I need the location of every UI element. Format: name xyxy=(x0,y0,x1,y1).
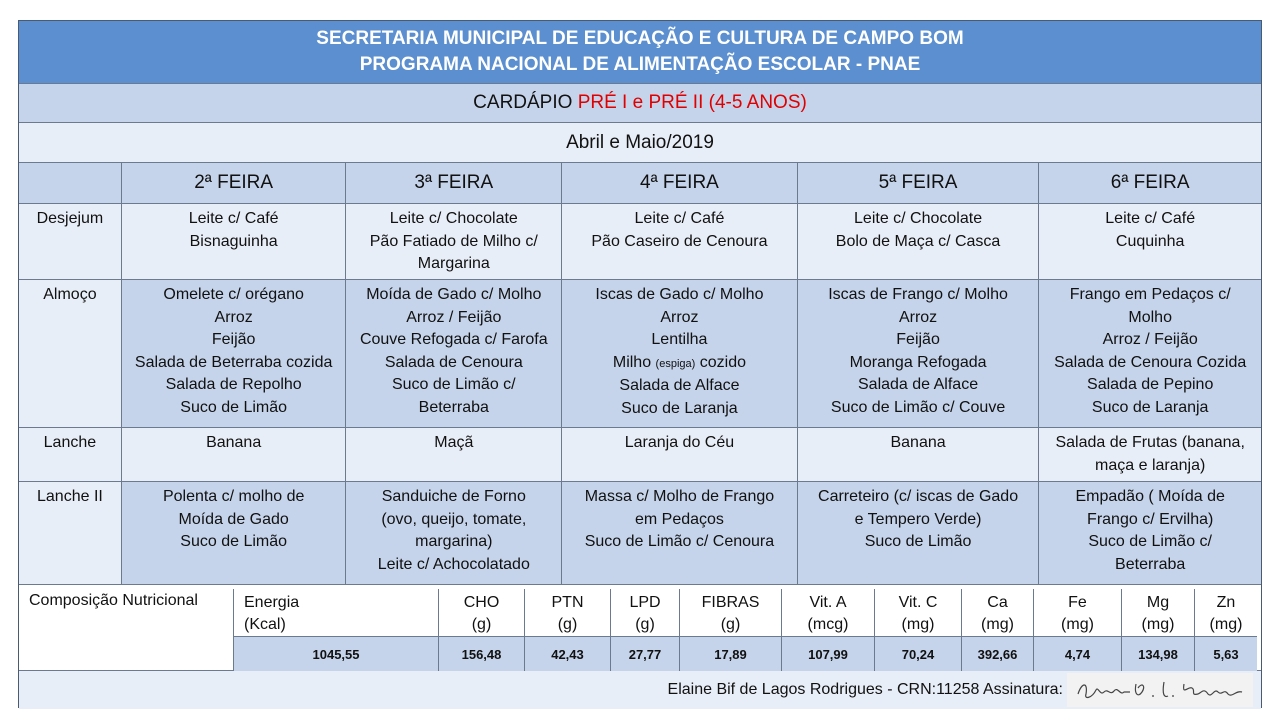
nutrient-name: CHO xyxy=(463,594,500,611)
nutrition-header xyxy=(875,589,961,637)
nutrition-section xyxy=(19,589,1261,671)
meal-cell xyxy=(346,428,562,481)
meal-item-note: (espiga) xyxy=(655,357,696,370)
meal-item: Maçã xyxy=(434,434,474,451)
meal-item: em Pedaços xyxy=(634,510,724,528)
meal-item: Pão Fatiado de Milho c/ xyxy=(369,232,538,250)
meal-name: Lanche II xyxy=(19,482,122,584)
menu-title xyxy=(19,84,1261,123)
meal-item: Massa c/ Molho de Frango xyxy=(584,488,775,505)
meal-item: Leite c/ Chocolate xyxy=(389,210,518,227)
day-header-row xyxy=(19,163,1261,204)
meal-item: Sanduiche de Forno xyxy=(381,488,526,505)
meal-item: Frango c/ Ervilha) xyxy=(1087,510,1214,528)
meal-cell xyxy=(122,482,347,584)
day-header-thu: 5ª FEIRA xyxy=(798,163,1040,203)
meal-item: Arroz xyxy=(660,308,699,326)
nutrition-header xyxy=(525,589,610,637)
nutrient-name: Ca xyxy=(987,594,1008,611)
nutrient-unit: (mg) xyxy=(981,616,1014,633)
meal-item: Salada de Cenoura xyxy=(384,353,523,371)
nutrition-column xyxy=(1195,589,1257,671)
nutrition-column xyxy=(611,589,680,671)
day-header-mon: 2ª FEIRA xyxy=(122,163,347,203)
meal-item: Arroz / Feijão xyxy=(406,308,502,326)
nutrition-header xyxy=(1034,589,1121,637)
meal-item: Leite c/ Achocolatado xyxy=(377,555,530,573)
meal-cell xyxy=(1039,204,1261,279)
meal-item: Leite c/ Chocolate xyxy=(854,210,983,227)
meal-name: Lanche xyxy=(19,428,122,481)
nutrient-value: 134,98 xyxy=(1122,637,1194,671)
header-line2: PROGRAMA NACIONAL DE ALIMENTAÇÃO ESCOLAR - PNAE xyxy=(359,54,921,75)
meal-item: Salada de Alface xyxy=(858,376,979,393)
nutrition-header xyxy=(1195,589,1257,637)
meal-item: Arroz xyxy=(214,308,253,326)
nutrient-value: 1045,55 xyxy=(234,637,438,671)
nutrient-name: Mg xyxy=(1146,594,1170,611)
meal-item-part: Milho xyxy=(612,353,656,371)
meal-item: Leite c/ Café xyxy=(188,210,279,227)
nutrition-column xyxy=(680,589,782,671)
nutrition-column xyxy=(1034,589,1122,671)
meal-item: Leite c/ Café xyxy=(634,210,725,227)
nutrition-columns xyxy=(234,589,1261,671)
meal-item: Bolo de Maça c/ Casca xyxy=(835,232,1001,250)
day-header-fri: 6ª FEIRA xyxy=(1110,171,1190,193)
menu-grid xyxy=(19,163,1261,585)
nutrient-value: 27,77 xyxy=(611,637,679,671)
nutrient-unit: (g) xyxy=(557,616,578,633)
meal-item: Suco de Laranja xyxy=(1091,398,1209,416)
nutrition-column xyxy=(525,589,611,671)
meal-name: Desjejum xyxy=(19,204,122,279)
meal-item xyxy=(562,352,797,376)
nutrient-name: Fe xyxy=(1068,594,1087,611)
nutrient-value: 5,63 xyxy=(1195,637,1257,671)
meal-item: Suco de Limão xyxy=(180,398,288,416)
day-header-tue: 3ª FEIRA xyxy=(346,163,562,203)
nutrient-unit: (mg) xyxy=(1061,616,1094,633)
nutrient-unit: (mg) xyxy=(1141,616,1175,633)
meal-cell xyxy=(1039,280,1261,427)
nutrition-header xyxy=(439,589,524,637)
nutrient-value: 70,24 xyxy=(875,637,961,671)
meal-item: Moída de Gado xyxy=(178,510,289,528)
meal-item: Iscas de Frango c/ Molho xyxy=(828,286,1008,303)
meal-item: Frango em Pedaços c/ xyxy=(1069,286,1231,303)
meal-row xyxy=(19,280,1261,428)
nutritionist-credit: Elaine Bif de Lagos Rodrigues - CRN:11258 Assinatura: xyxy=(667,681,1063,698)
meal-item: Suco de Laranja xyxy=(621,399,738,417)
meal-item: Bisnaguinha xyxy=(189,232,278,250)
meal-cell xyxy=(1039,428,1261,481)
nutrition-label: Composição Nutricional xyxy=(19,589,234,671)
meal-row xyxy=(19,204,1261,280)
meal-item: Omelete c/ orégano xyxy=(163,286,304,303)
meal-cell xyxy=(562,280,798,427)
meal-item: Pão Caseiro de Cenoura xyxy=(591,232,768,250)
meal-item: Feijão xyxy=(211,331,256,348)
meal-item: Salada de Cenoura Cozida xyxy=(1054,353,1247,371)
meal-item: Iscas de Gado c/ Molho xyxy=(595,286,764,303)
footer xyxy=(19,671,1261,709)
meal-item: Carreteiro (c/ iscas de Gado xyxy=(818,488,1019,505)
nutrient-unit: (Kcal) xyxy=(244,616,286,633)
meal-item: Leite c/ Café xyxy=(1105,210,1196,227)
meal-cell xyxy=(122,280,347,427)
nutrition-header xyxy=(962,589,1033,637)
signature-image xyxy=(1067,673,1253,707)
nutrition-header xyxy=(782,589,874,637)
nutrient-name: LPD xyxy=(629,594,661,611)
meal-item: Feijão xyxy=(896,331,940,348)
meal-cell xyxy=(798,482,1040,584)
menu-table xyxy=(18,20,1262,708)
nutrient-name: Energia xyxy=(244,594,300,611)
meal-item: Empadão ( Moída de xyxy=(1075,488,1225,505)
meal-cell xyxy=(562,428,798,481)
nutrition-header xyxy=(680,589,781,637)
meal-item: Arroz / Feijão xyxy=(1102,331,1198,348)
nutrient-name: Zn xyxy=(1216,594,1236,611)
meal-item-part: cozido xyxy=(695,353,746,371)
nutrient-value: 17,89 xyxy=(680,637,781,671)
menu-title-prefix: CARDÁPIO xyxy=(473,92,578,113)
meal-cell xyxy=(346,280,562,427)
meal-item: (ovo, queijo, tomate, xyxy=(381,510,527,528)
meal-item: Moranga Refogada xyxy=(849,353,987,371)
meal-cell xyxy=(346,482,562,584)
meal-item: Suco de Limão xyxy=(864,533,972,550)
meal-item: Suco de Limão c/ Couve xyxy=(830,398,1006,416)
meal-cell xyxy=(798,428,1040,481)
meal-item: e Tempero Verde) xyxy=(854,510,982,528)
meal-cell xyxy=(562,482,798,584)
meal-item: Banana xyxy=(890,434,946,451)
meal-item: Lentilha xyxy=(651,331,708,348)
nutrition-column xyxy=(439,589,525,671)
meal-item: Moída de Gado c/ Molho xyxy=(366,286,542,303)
menu-period: Abril e Maio/2019 xyxy=(19,123,1261,163)
meal-name: Almoço xyxy=(19,280,122,427)
meal-item: Salada de Pepino xyxy=(1087,376,1214,393)
meal-item: Polenta c/ molho de xyxy=(162,488,305,505)
meal-item: Molho xyxy=(1128,308,1172,326)
nutrient-unit: (g) xyxy=(471,616,492,633)
nutrient-unit: (mg) xyxy=(901,616,935,633)
nutrient-value: 42,43 xyxy=(525,637,610,671)
corner-cell xyxy=(19,163,122,203)
menu-title-highlight: PRÉ I e PRÉ II (4-5 ANOS) xyxy=(577,92,807,113)
meal-cell xyxy=(562,204,798,279)
meal-cell xyxy=(122,204,347,279)
meal-item: maça e laranja) xyxy=(1095,456,1206,474)
meal-cell xyxy=(798,280,1040,427)
nutrition-header xyxy=(1122,589,1194,637)
meal-item: Suco de Limão c/ Cenoura xyxy=(584,533,775,550)
meal-item: Banana xyxy=(206,434,262,451)
nutrient-unit: (mg) xyxy=(1209,616,1243,633)
meal-cell xyxy=(346,204,562,279)
nutrition-header xyxy=(234,589,438,637)
meal-item: Suco de Limão c/ xyxy=(391,376,516,393)
nutrient-unit: (mcg) xyxy=(807,616,849,633)
nutrition-column xyxy=(962,589,1034,671)
nutrient-value: 4,74 xyxy=(1034,637,1121,671)
meal-item: Salada de Frutas (banana, xyxy=(1055,434,1245,451)
meal-item: Beterraba xyxy=(1115,555,1186,573)
meal-item: Laranja do Céu xyxy=(624,434,735,451)
meal-row xyxy=(19,428,1261,482)
nutrition-column xyxy=(1122,589,1195,671)
meal-item: Arroz xyxy=(898,308,938,326)
meal-item: Cuquinha xyxy=(1115,232,1185,250)
meal-row xyxy=(19,482,1261,585)
header xyxy=(19,21,1261,84)
nutrient-value: 107,99 xyxy=(782,637,874,671)
nutrient-name: Vit. C xyxy=(898,594,938,611)
signature-scribble xyxy=(1072,676,1248,704)
nutrient-value: 392,66 xyxy=(962,637,1033,671)
meal-item: margarina) xyxy=(415,533,493,550)
nutrition-column xyxy=(234,589,439,671)
nutrient-name: Vit. A xyxy=(809,594,847,611)
day-header-wed: 4ª FEIRA xyxy=(562,163,798,203)
meal-cell xyxy=(798,204,1040,279)
nutrient-unit: (g) xyxy=(720,616,741,633)
meal-item: Beterraba xyxy=(418,398,489,416)
meal-cell xyxy=(1039,482,1261,584)
nutrition-column xyxy=(782,589,875,671)
meal-item: Salada de Alface xyxy=(619,377,740,394)
meal-item: Couve Refogada c/ Farofa xyxy=(359,331,548,348)
meal-item: Salada de Beterraba cozida xyxy=(134,353,333,371)
nutrient-name: FIBRAS xyxy=(701,594,760,611)
meal-cell xyxy=(122,428,347,481)
meal-item: Margarina xyxy=(417,255,490,272)
nutrient-unit: (g) xyxy=(635,616,655,633)
nutrient-value: 156,48 xyxy=(439,637,524,671)
header-line1: SECRETARIA MUNICIPAL DE EDUCAÇÃO E CULTURA DE CAMPO BOM xyxy=(316,28,964,49)
meal-item: Suco de Limão xyxy=(180,533,288,550)
meal-item: Salada de Repolho xyxy=(165,376,302,393)
nutrition-column xyxy=(875,589,962,671)
nutrient-name: PTN xyxy=(551,594,584,611)
nutrition-header xyxy=(611,589,679,637)
meal-item: Suco de Limão c/ xyxy=(1088,533,1212,550)
